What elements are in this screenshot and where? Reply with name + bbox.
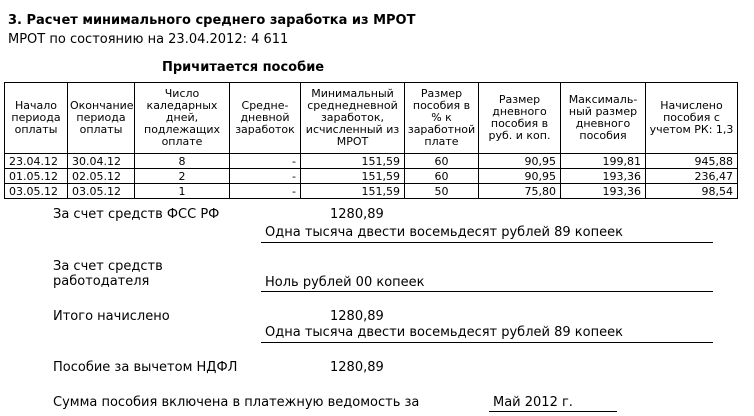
employer-label-line1: За счет средств	[53, 259, 163, 274]
table-row	[5, 154, 738, 169]
col-benefit-percent: Размер пособия в % к заработной плате	[405, 83, 479, 154]
payroll-label: Сумма пособия включена в платежную ведомость за	[53, 395, 420, 410]
cell-max-daily-benefit: 193,36	[561, 184, 646, 199]
col-days: Число каледарных дней, подлежащих оплате	[135, 83, 230, 154]
employer-amount-in-words: Ноль рублей 00 копеек	[261, 275, 713, 292]
cell-max-daily-benefit: 199,81	[561, 154, 646, 169]
cell-min-daily-earnings: 151,59	[301, 184, 405, 199]
fss-amount: 1280,89	[330, 207, 384, 222]
table-row	[5, 169, 738, 184]
cell-min-daily-earnings: 151,59	[301, 154, 405, 169]
fss-label: За счет средств ФСС РФ	[53, 207, 220, 222]
col-accrued-benefit: Начислено пособия с учетом РК: 1,3	[646, 83, 738, 154]
cell-period-end: 03.05.12	[68, 184, 135, 199]
payroll-period: Май 2012 г.	[489, 395, 617, 412]
cell-benefit-percent: 60	[405, 154, 479, 169]
cell-daily-benefit: 90,95	[479, 154, 561, 169]
cell-days: 2	[135, 169, 230, 184]
col-period-end: Окончание периода оплаты	[68, 83, 135, 154]
cell-accrued-benefit: 236,47	[646, 169, 738, 184]
net-benefit-amount: 1280,89	[330, 360, 384, 375]
net-benefit-label: Пособие за вычетом НДФЛ	[53, 360, 238, 375]
cell-period-start: 23.04.12	[5, 154, 68, 169]
section-heading: 3. Расчет минимального среднего заработка из МРОТ	[8, 13, 416, 28]
col-period-start: Начало периода оплаты	[5, 83, 68, 154]
total-amount: 1280,89	[330, 309, 384, 324]
cell-daily-benefit: 90,95	[479, 169, 561, 184]
col-max-daily-benefit: Максималь-ный размер дневного пособия	[561, 83, 646, 154]
cell-days: 8	[135, 154, 230, 169]
cell-days: 1	[135, 184, 230, 199]
col-min-daily-earnings: Минимальный среднедневной заработок, исчисленный из МРОТ	[301, 83, 405, 154]
cell-period-start: 01.05.12	[5, 169, 68, 184]
cell-benefit-percent: 60	[405, 169, 479, 184]
benefit-table	[4, 82, 738, 199]
cell-period-start: 03.05.12	[5, 184, 68, 199]
total-amount-in-words: Одна тысяча двести восемьдесят рублей 89 копеек	[261, 325, 713, 343]
col-daily-benefit: Размер дневного пособия в руб. и коп.	[479, 83, 561, 154]
cell-avg-daily-earnings: -	[230, 169, 301, 184]
cell-daily-benefit: 75,80	[479, 184, 561, 199]
benefit-table-title: Причитается пособие	[162, 60, 325, 75]
cell-accrued-benefit: 945,88	[646, 154, 738, 169]
table-row	[5, 184, 738, 199]
cell-avg-daily-earnings: -	[230, 184, 301, 199]
total-label: Итого начислено	[53, 309, 170, 324]
cell-period-end: 30.04.12	[68, 154, 135, 169]
cell-accrued-benefit: 98,54	[646, 184, 738, 199]
table-header-row	[5, 83, 738, 154]
col-avg-daily-earnings: Средне-дневной заработок	[230, 83, 301, 154]
cell-period-end: 02.05.12	[68, 169, 135, 184]
cell-benefit-percent: 50	[405, 184, 479, 199]
cell-min-daily-earnings: 151,59	[301, 169, 405, 184]
mrot-info: МРОТ по состоянию на 23.04.2012: 4 611	[8, 32, 289, 47]
fss-amount-in-words: Одна тысяча двести восемьдесят рублей 89 копеек	[261, 225, 713, 243]
cell-avg-daily-earnings: -	[230, 154, 301, 169]
employer-label-line2: работодателя	[53, 274, 150, 289]
cell-max-daily-benefit: 193,36	[561, 169, 646, 184]
